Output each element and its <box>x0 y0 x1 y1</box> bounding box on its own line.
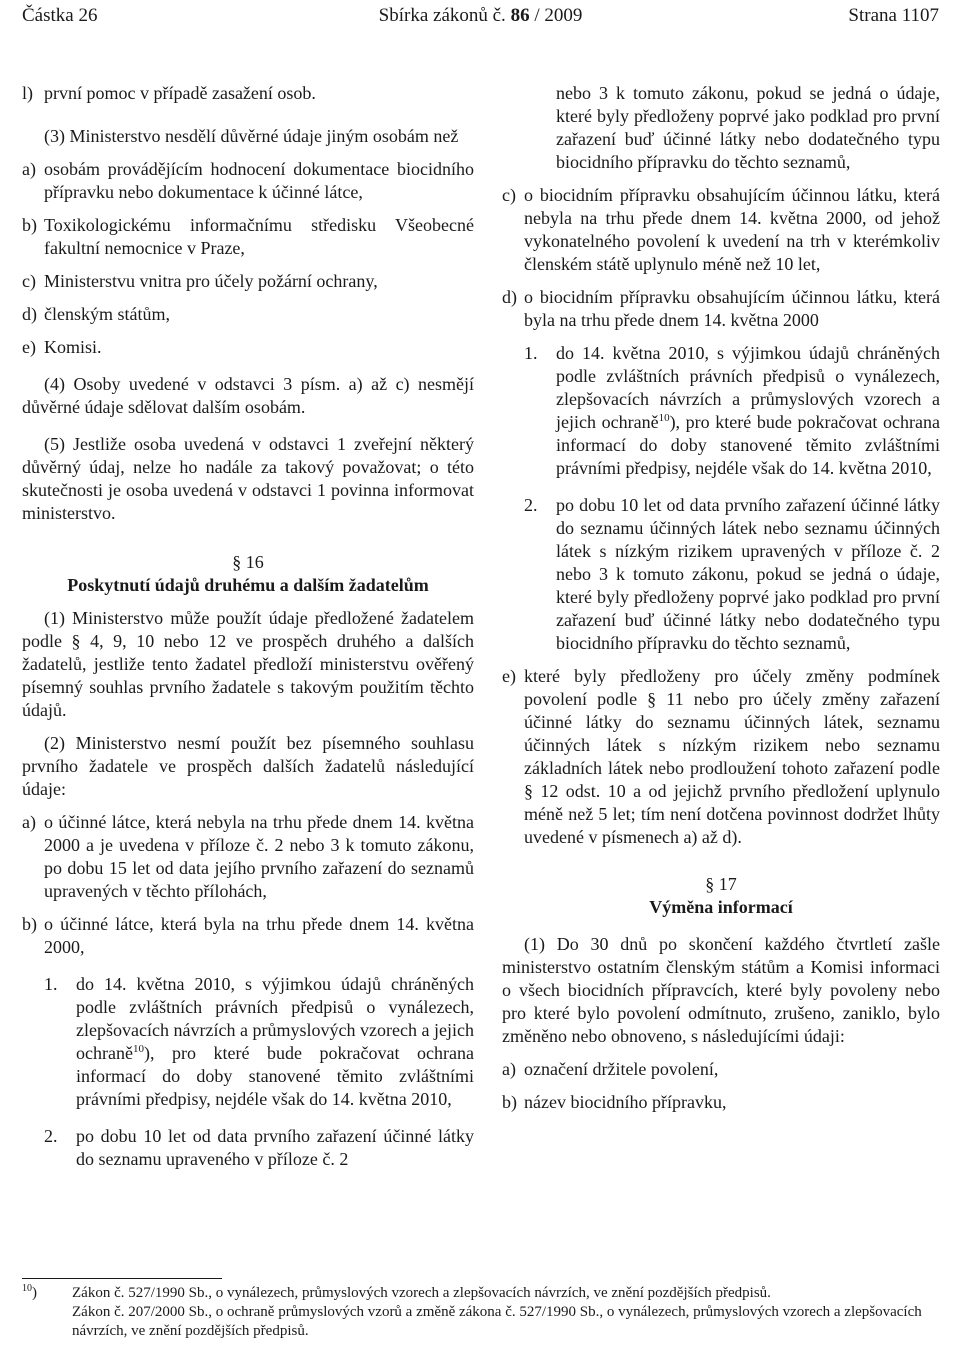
paragraph-5: (5) Jestliže osoba uvedená v odstavci 1 zveřejní některý důvěrný údaj, nelze ho nadále za takový považovat; o této skutečnosti je osoba uvedená v odstavci 1 povinna informovat ministerstvo. <box>22 434 474 523</box>
list-item <box>22 270 474 293</box>
footnote-marker-suffix: ) <box>32 1285 37 1301</box>
list-text: členským státům, <box>44 304 170 324</box>
list-text: o biocidním přípravku obsahujícím účinnou látku, která byla na trhu přede dnem 14. května 2000 <box>524 287 940 330</box>
list-item <box>22 82 474 105</box>
list-marker: d) <box>502 287 517 307</box>
sublist-marker: 1. <box>524 343 538 363</box>
page-header <box>22 4 939 32</box>
list-text: které byly předloženy pro účely změny podmínek povolení podle § 11 nebo pro účely změny zařazení účinné látky do seznamu účinných látek, seznamu účinných látek s nízkým rizikem nebo seznamu základních látek nebo prodloužení tohoto zařazení podle § 12 odst. 10 a od jejichž prvního předložení uplynulo méně než 5 let; tím není dotčena povinnost dodržet lhůty uvedené v písmenech a) až d). <box>524 666 940 847</box>
list-marker: e) <box>22 337 36 357</box>
footnote-marker-number: 10 <box>22 1283 32 1294</box>
footnote-marker <box>22 1284 72 1303</box>
section-16-title: Poskytnutí údajů druhému a dalším žadatelům <box>67 575 429 595</box>
list-item <box>502 1058 940 1081</box>
list-item <box>502 184 940 276</box>
list-item <box>22 811 474 903</box>
list-text: o biocidním přípravku obsahujícím účinnou látku, která nebyla na trhu přede dnem 14. května 2000, od jehož vykonatelného povolení k uvedení na trh v kterémkoliv členském státě uplynulo méně než 10 let, <box>524 185 940 274</box>
list-marker: b) <box>502 1092 517 1112</box>
footnote-reference: 10 <box>658 412 670 424</box>
header-collection-prefix: Sbírka zákonů č. <box>378 5 506 26</box>
list-marker: a) <box>22 159 36 179</box>
header-collection-year: / 2009 <box>534 5 583 26</box>
list-marker: a) <box>502 1059 516 1079</box>
section-17-number: § 17 <box>705 874 737 894</box>
sublist-text: nebo 3 k tomuto zákonu, pokud se jedná o údaje, které byly předloženy poprvé jako podklad pro první zařazení buď účinné látky nebo dodatečného typu biocidního přípravku do těchto seznamů, <box>556 83 940 172</box>
list-marker: d) <box>22 304 37 324</box>
list-item <box>502 665 940 849</box>
footnote-line <box>22 1284 939 1303</box>
footnote-divider <box>22 1278 222 1279</box>
list-text: Komisi. <box>44 337 102 357</box>
section-17-paragraph-1: (1) Do 30 dnů po skončení každého čtvrtletí zašle ministerstvo ostatním členským státům a Komisi informaci o všech biocidních přípravcích, které byly povoleny nebo pro které bylo povolení odmítnuto, zrušeno, zaniklo, bylo změněno nebo obnoveno, s následujícími údaji: <box>502 934 940 1046</box>
list-text: o účinné látce, která nebyla na trhu přede dnem 14. května 2000 a je uvedena v příloze č. 2 nebo 3 k tomuto zákonu, po dobu 15 let od data jejího prvního zařazení do seznamů upravených v těchto přílohách, <box>44 812 474 901</box>
paragraph-4: (4) Osoby uvedené v odstavci 3 písm. a) až c) nesmějí důvěrné údaje sdělovat dalším osobám. <box>22 374 474 417</box>
list-marker: l) <box>22 83 33 103</box>
sublist-continuation <box>502 82 940 174</box>
footnote-reference: 10 <box>132 1043 144 1055</box>
sublist-marker: 1. <box>44 974 58 994</box>
sublist-text-part: ), pro které bude pokračovat ochrana informací do doby stanovené těmito zvláštními právními předpisy, nejdéle však do 14. května 2010, <box>556 412 940 478</box>
header-page-number: Strana 1107 <box>848 5 939 26</box>
list-text: označení držitele povolení, <box>524 1059 719 1079</box>
sublist-item <box>22 1125 474 1171</box>
list-item <box>22 214 474 260</box>
section-16-paragraph-1: (1) Ministerstvo může použít údaje předložené žadatelem podle § 4, 9, 10 nebo 12 ve prospěch druhého a dalších žadatelů, jestliže tento žadatel předloží ministerstvu ověřený písemný souhlas prvního žadatele s takovým použitím těchto údajů. <box>22 608 474 720</box>
list-item <box>22 303 474 326</box>
list-marker: b) <box>22 215 37 235</box>
footnote <box>22 1284 939 1341</box>
right-column <box>502 82 940 1114</box>
list-marker: e) <box>502 666 516 686</box>
list-text: osobám provádějícím hodnocení dokumentace biocidního přípravku nebo dokumentace k účinné látce, <box>44 159 474 202</box>
list-text: o účinné látce, která byla na trhu přede dnem 14. května 2000, <box>44 914 474 957</box>
sublist-text <box>556 342 940 480</box>
footnote-line <box>22 1303 939 1341</box>
header-collection <box>22 4 939 27</box>
list-marker: a) <box>22 812 36 832</box>
sublist-text-part: do 14. května 2010, s výjimkou údajů chráněných podle zvláštních právních předpisů o vynálezech, zlepšovacích návrzích a průmyslových vzorech a jejich ochraně <box>556 343 940 432</box>
list-marker: c) <box>502 185 516 205</box>
list-item <box>22 158 474 204</box>
list-text: Ministerstvu vnitra pro účely požární ochrany, <box>44 271 378 291</box>
sublist-marker: 2. <box>524 495 538 515</box>
sublist-text: po dobu 10 let od data prvního zařazení účinné látky do seznamu upraveného v příloze č. 2 <box>76 1126 474 1169</box>
footnote-text: Zákon č. 207/2000 Sb., o ochraně průmyslových vzorů a změně zákona č. 527/1990 Sb., o vynálezech, průmyslových vzorech a zlepšovacích návrzích, ve znění pozdějších předpisů. <box>72 1304 922 1339</box>
sublist-marker: 2. <box>44 1126 58 1146</box>
left-column <box>22 82 474 1171</box>
sublist-item <box>502 342 940 480</box>
section-16-paragraph-2: (2) Ministerstvo nesmí použít bez písemného souhlasu prvního žadatele ve prospěch dalších žadatelů následující údaje: <box>22 733 474 799</box>
list-item <box>502 286 940 332</box>
list-item <box>502 1091 940 1114</box>
list-item <box>22 336 474 359</box>
sublist-item <box>22 973 474 1111</box>
list-text: název biocidního přípravku, <box>524 1092 727 1112</box>
sublist-text <box>76 973 474 1111</box>
list-marker: c) <box>22 271 36 291</box>
sublist-text-part: do 14. května 2010, s výjimkou údajů chráněných podle zvláštních právních předpisů o vynálezech, zlepšovacích návrzích a průmyslových vzorech a jejich ochraně <box>76 974 474 1063</box>
section-16-number: § 16 <box>232 552 264 572</box>
footnote-text: Zákon č. 527/1990 Sb., o vynálezech, průmyslových vzorech a zlepšovacích návrzích, ve znění pozdějších předpisů. <box>72 1285 771 1301</box>
list-text: Toxikologickému informačnímu středisku Všeobecné fakultní nemocnice v Praze, <box>44 215 474 258</box>
paragraph-3: (3) Ministerstvo nesdělí důvěrné údaje jiným osobám než <box>44 126 459 146</box>
section-17-title: Výměna informací <box>649 897 793 917</box>
sublist-item <box>502 494 940 655</box>
sublist-text-part: ), pro které bude pokračovat ochrana informací do doby stanovené těmito zvláštními právními předpisy, nejdéle však do 14. května 2010, <box>76 1043 474 1109</box>
sublist-text: po dobu 10 let od data prvního zařazení účinné látky do seznamu účinných látek nebo seznamu účinných látek s nízkým rizikem upravených v příloze č. 2 nebo 3 k tomuto zákonu, pokud se jedná o údaje, které byly předloženy poprvé jako podklad pro první zařazení buď účinné látky nebo dodatečného typu biocidního přípravku do těchto seznamů, <box>556 495 940 653</box>
header-part: Částka 26 <box>22 5 98 26</box>
list-item <box>22 913 474 959</box>
header-collection-number: 86 <box>510 5 530 26</box>
list-text: první pomoc v případě zasažení osob. <box>44 83 316 103</box>
list-marker: b) <box>22 914 37 934</box>
